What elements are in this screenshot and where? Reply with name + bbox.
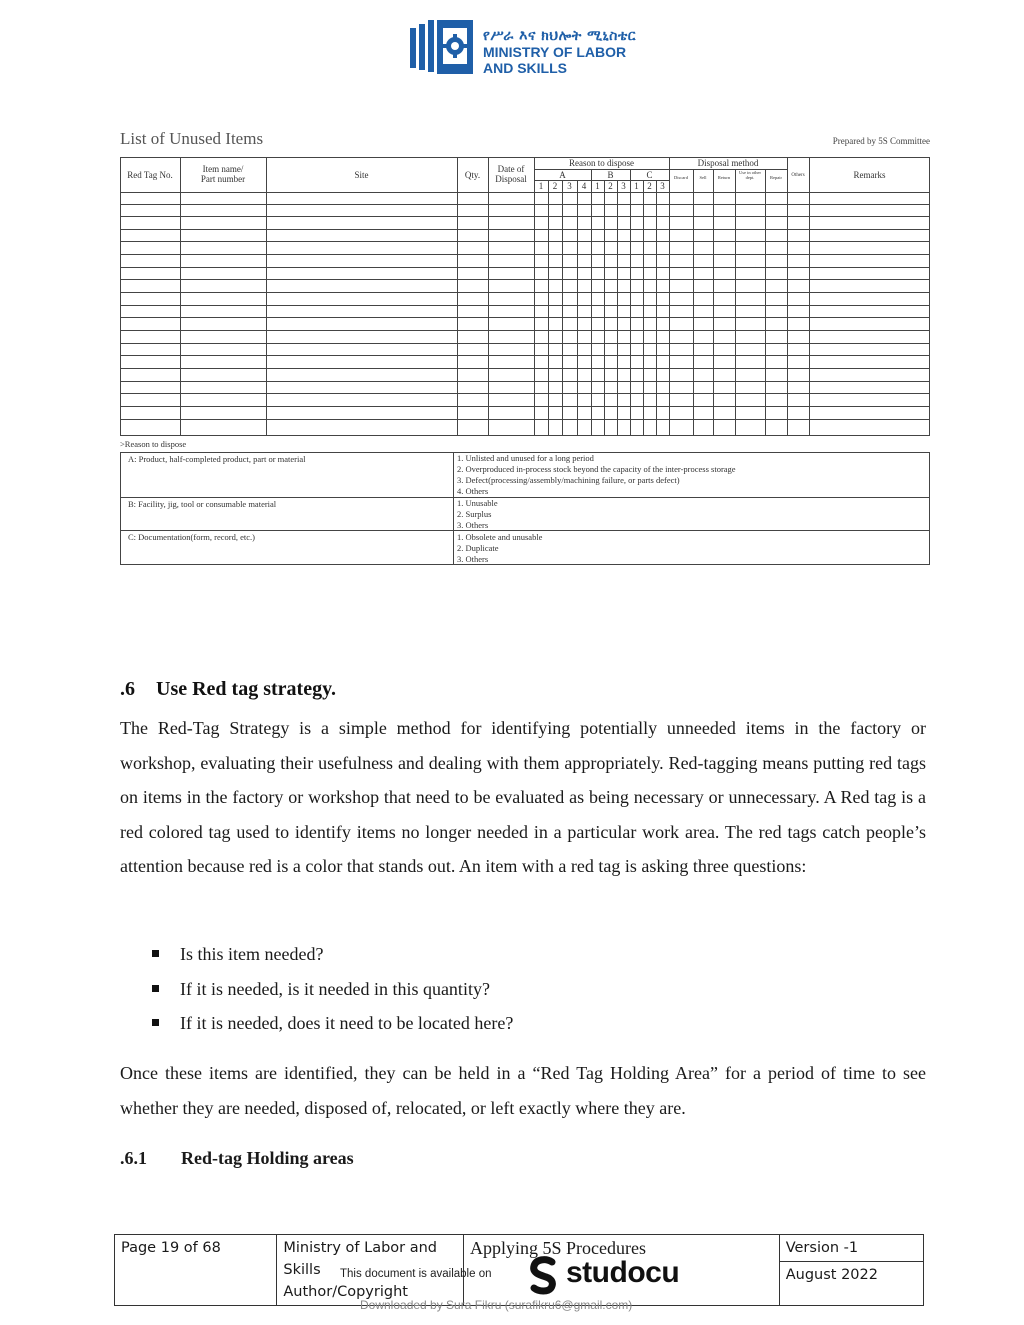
header-item-name: Item name/ Part number	[200, 164, 246, 184]
reason-a-item-3: 3. Defect(processing/assembly/machining failure, or parts defect)	[457, 475, 680, 485]
footer-doc-title: Applying 5S Procedures	[464, 1235, 780, 1306]
reason-c-item-1: 1. Obsolete and unusable	[457, 532, 543, 542]
sub-a-2: 2	[552, 181, 558, 191]
studocu-available-text: This document is available on	[340, 1268, 492, 1280]
downloaded-by-text: Downloaded by Sura Fikru (surafikru6@gmail.com)	[360, 1298, 633, 1312]
sub-a-3: 3	[567, 181, 572, 191]
section-heading	[120, 678, 336, 701]
question-list	[150, 937, 513, 1041]
reason-b-item-1: 1. Unusable	[457, 498, 498, 508]
header-others: Others	[791, 173, 805, 178]
footer-version: Version -1	[779, 1235, 923, 1262]
sub-a-4: 4	[581, 181, 587, 191]
sub-b-3: 3	[621, 181, 626, 191]
reason-c-category: C: Documentation(form, record, etc.)	[128, 532, 255, 542]
subsection-title: Red-tag Holding areas	[181, 1148, 354, 1168]
reason-a-item-4: 4. Others	[457, 486, 489, 496]
reason-a-item-1: 1. Unlisted and unused for a long period	[457, 453, 594, 463]
footer-org-line-1: Ministry of Labor and	[283, 1240, 438, 1256]
sub-b-1: 1	[595, 181, 600, 191]
footer-date: August 2022	[779, 1262, 923, 1306]
logo-line-1: MINISTRY OF LABOR	[483, 44, 627, 60]
header-reason-b: B	[607, 170, 614, 180]
disposal-use-other-dept: Use in other dept.	[739, 170, 761, 180]
reason-b-item-3: 3. Others	[457, 520, 489, 530]
unused-items-form	[120, 126, 930, 570]
ministry-logo	[408, 18, 648, 78]
reason-heading: >Reason to dispose	[120, 439, 187, 449]
header-date-of-disposal: Date of Disposal	[495, 164, 527, 184]
sub-c-1: 1	[634, 181, 639, 191]
header-reason-to-dispose: Reason to dispose	[569, 158, 634, 168]
gear-building-logo-icon	[408, 18, 478, 76]
header-qty: Qty.	[464, 170, 481, 180]
reason-c-item-2: 2. Duplicate	[457, 543, 499, 553]
footer-page-number: Page 19 of 68	[115, 1235, 277, 1306]
sub-b-2: 2	[608, 181, 613, 191]
header-site: Site	[354, 170, 369, 180]
reason-a-item-2: 2. Overproduced in-process stock beyond the capacity of the inter-process storage	[457, 464, 736, 474]
header-red-tag-no: Red Tag No.	[127, 170, 173, 180]
reason-a-category: A: Product, half-completed product, part or material	[128, 454, 306, 464]
subsection-heading	[120, 1148, 354, 1169]
disposal-sell: Sell	[699, 175, 707, 180]
sub-c-3: 3	[660, 181, 665, 191]
logo-line-2: AND SKILLS	[483, 60, 567, 76]
header-reason-a: A	[559, 170, 566, 180]
logo-amharic-text: የሥራ እና ክህሎት ሚኒስቴር	[483, 28, 637, 44]
form-title: List of Unused Items	[120, 129, 264, 148]
header-reason-c: C	[646, 170, 653, 180]
disposal-return: Return	[717, 175, 731, 180]
studocu-logo-icon	[524, 1256, 564, 1296]
paragraph-holding-area: Once these items are identified, they can be held in a “Red Tag Holding Area” for a period of time to see whether they are needed, disposed of, relocated, or left exactly where they are.	[120, 1063, 926, 1118]
form-prepared-by: Prepared by 5S Committee	[832, 136, 930, 146]
section-title: Use Red tag strategy.	[156, 678, 336, 700]
disposal-discard: Discard	[674, 175, 688, 180]
studocu-brand[interactable]: studocu	[566, 1256, 680, 1289]
list-item: If it is needed, does it need to be located here?	[150, 1006, 513, 1041]
list-item: Is this item needed?	[150, 937, 513, 972]
reason-b-item-2: 2. Surplus	[457, 509, 492, 519]
header-disposal-method: Disposal method	[697, 158, 759, 168]
footer-org-line-3: Author/Copyright	[283, 1284, 408, 1300]
footer-org-line-2: Skills	[283, 1262, 321, 1278]
disposal-repair: Repair	[770, 175, 782, 180]
paragraph-red-tag-strategy: The Red-Tag Strategy is a simple method for identifying potentially unneeded items in the factory or workshop, evaluating their usefulness and dealing with them appropriately. Red-tagging means putting red tags on items in the factory or workshop that need to be evaluated as being necessary or unnecessary. A Red tag is a red colored tag used to identify items no longer needed in a particular work area. The red tags catch people’s attention because red is a color that stands out. An item with a red tag is asking three questions:	[120, 718, 926, 876]
section-number: .6	[120, 678, 135, 700]
header-remarks: Remarks	[853, 170, 886, 180]
sub-c-2: 2	[647, 181, 652, 191]
sub-a-1: 1	[538, 181, 544, 191]
page-footer	[114, 1234, 924, 1306]
list-item: If it is needed, is it needed in this quantity?	[150, 972, 513, 1007]
reason-c-item-3: 3. Others	[457, 554, 489, 564]
subsection-number: .6.1	[120, 1148, 147, 1168]
reason-b-category: B: Facility, jig, tool or consumable material	[128, 499, 277, 509]
